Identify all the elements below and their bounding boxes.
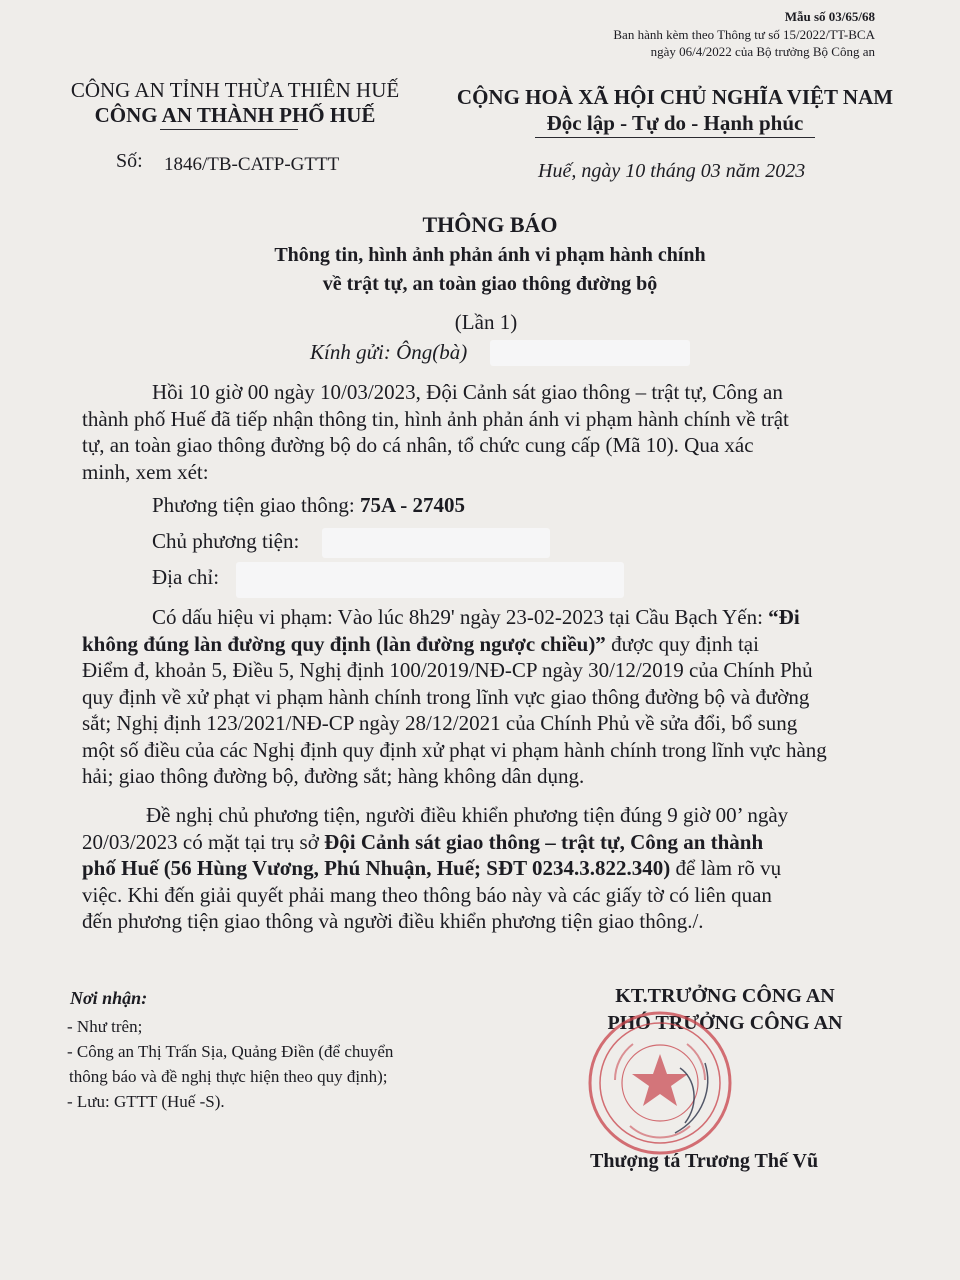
request-line-1: Đề nghị chủ phương tiện, người điều khiển phương tiện đúng 9 giờ 00’ ngày — [146, 803, 789, 827]
redacted-address — [236, 562, 624, 598]
owner-row — [152, 528, 299, 555]
form-code: Mẫu số 03/65/68 — [784, 9, 875, 24]
place-date: Huế, ngày 10 tháng 03 năm 2023 — [538, 160, 806, 182]
motto-underline — [535, 137, 815, 138]
vehicle-row — [152, 492, 465, 519]
request-line-5: đến phương tiện giao thông và người điều khiển phương tiện giao thông./. — [82, 909, 704, 933]
recipients-list — [67, 1014, 393, 1114]
recipient-item: thông báo và đề nghị thực hiện theo quy định); — [69, 1067, 388, 1086]
violation-line-1 — [82, 604, 888, 631]
recipient-label: Kính gửi: Ông(bà) — [310, 340, 468, 364]
violation-line-4: quy định về xử phạt vi phạm hành chính trong lĩnh vực giao thông đường bộ và đường — [82, 684, 810, 709]
violation-quote-start: “Đi — [768, 605, 800, 629]
signature-title-2: PHÓ TRƯỞNG CÔNG AN — [607, 1012, 843, 1034]
violation-paragraph — [82, 604, 888, 790]
request-line-2 — [82, 829, 888, 856]
document-subtitle-2: về trật tự, an toàn giao thông đường bộ — [322, 273, 658, 295]
address-row — [152, 564, 219, 591]
intro-line-3: tự, an toàn giao thông đường bộ do cá nhân, tổ chức cung cấp (Mã 10). Qua xác — [82, 433, 754, 457]
intro-line-1: Hồi 10 giờ 00 ngày 10/03/2023, Đội Cảnh sát giao thông – trật tự, Công an — [152, 380, 783, 404]
recipient-item: - Lưu: GTTT (Huế -S). — [67, 1092, 225, 1111]
nation-motto: Độc lập - Tự do - Hạnh phúc — [546, 111, 804, 135]
address-label: Địa chỉ: — [152, 565, 220, 589]
intro-paragraph — [82, 379, 888, 485]
signer-name: Thượng tá Trương Thế Vũ — [590, 1150, 819, 1172]
violation-line-2 — [82, 631, 888, 658]
request-date: 20/03/2023 có mặt tại trụ sở — [82, 829, 325, 854]
agency-parent: CÔNG AN TỈNH THỪA THIÊN HUẾ — [70, 78, 400, 102]
document-number: 1846/TB-CATP-GTTT — [164, 154, 340, 175]
police-seal-icon — [585, 1008, 735, 1158]
intro-line-4: minh, xem xét: — [82, 459, 209, 484]
request-purpose: để làm rõ vụ — [670, 856, 782, 880]
violation-line-6: một số điều của các Nghị định quy định xử phạt vi phạm hành chính trong lĩnh vực hàng — [82, 737, 827, 762]
request-line-4: việc. Khi đến giải quyết phải mang theo thông báo này và các giấy tờ có liên quan — [82, 882, 772, 907]
document-subtitle-1: Thông tin, hình ảnh phản ánh vi phạm hành chính — [274, 244, 706, 266]
request-office: Đội Cảnh sát giao thông – trật tự, Công an thành — [324, 829, 764, 854]
document-title: THÔNG BÁO — [422, 212, 558, 237]
request-address: phố Huế (56 Hùng Vương, Phú Nhuận, Huế; SĐT 0234.3.822.340) — [82, 856, 671, 880]
redacted-recipient-name — [490, 340, 690, 366]
redacted-owner — [322, 528, 550, 558]
agency-name: CÔNG AN THÀNH PHỐ HUẾ — [94, 103, 376, 127]
vehicle-label: Phương tiện giao thông: — [152, 493, 355, 517]
form-note-1: Ban hành kèm theo Thông tư số 15/2022/TT-BCA — [613, 27, 875, 42]
form-note-2: ngày 06/4/2022 của Bộ trưởng Bộ Công an — [650, 44, 875, 59]
violation-regulated: được quy định tại — [605, 631, 759, 656]
recipients-title: Nơi nhận: — [70, 988, 148, 1008]
intro-line-2: thành phố Huế đã tiếp nhận thông tin, hình ảnh phản ánh vi phạm hành chính về trật — [82, 406, 789, 431]
violation-quote-end: không đúng làn đường quy định (làn đường ngược chiều)” — [82, 631, 606, 656]
agency-underline — [160, 129, 298, 130]
notice-round: (Lần 1) — [454, 310, 518, 334]
recipient-item: - Như trên; — [67, 1017, 143, 1036]
vehicle-plate: 75A - 27405 — [359, 493, 465, 517]
violation-line-5: sắt; Nghị định 123/2021/NĐ-CP ngày 28/12/2021 của Chính Phủ về sửa đổi, bổ sung — [82, 711, 798, 735]
violation-line-7: hải; giao thông đường bộ, đường sắt; hàng không dân dụng. — [82, 764, 585, 788]
signature-title-1: KT.TRƯỞNG CÔNG AN — [615, 985, 835, 1007]
recipient-item: - Công an Thị Trấn Sịa, Quảng Điền (để chuyển — [67, 1042, 394, 1061]
violation-intro: Có dấu hiệu vi phạm: Vào lúc 8h29' ngày 23-02-2023 tại Cầu Bạch Yến: — [152, 605, 769, 629]
violation-line-3: Điểm đ, khoản 5, Điều 5, Nghị định 100/2019/NĐ-CP ngày 30/12/2019 của Chính Phủ — [82, 658, 813, 682]
document-number-label: Số: — [116, 150, 143, 172]
owner-label: Chủ phương tiện: — [152, 529, 300, 553]
nation-name: CỘNG HOÀ XÃ HỘI CHỦ NGHĨA VIỆT NAM — [456, 85, 894, 109]
request-line-3 — [82, 855, 888, 882]
request-paragraph — [82, 802, 888, 935]
